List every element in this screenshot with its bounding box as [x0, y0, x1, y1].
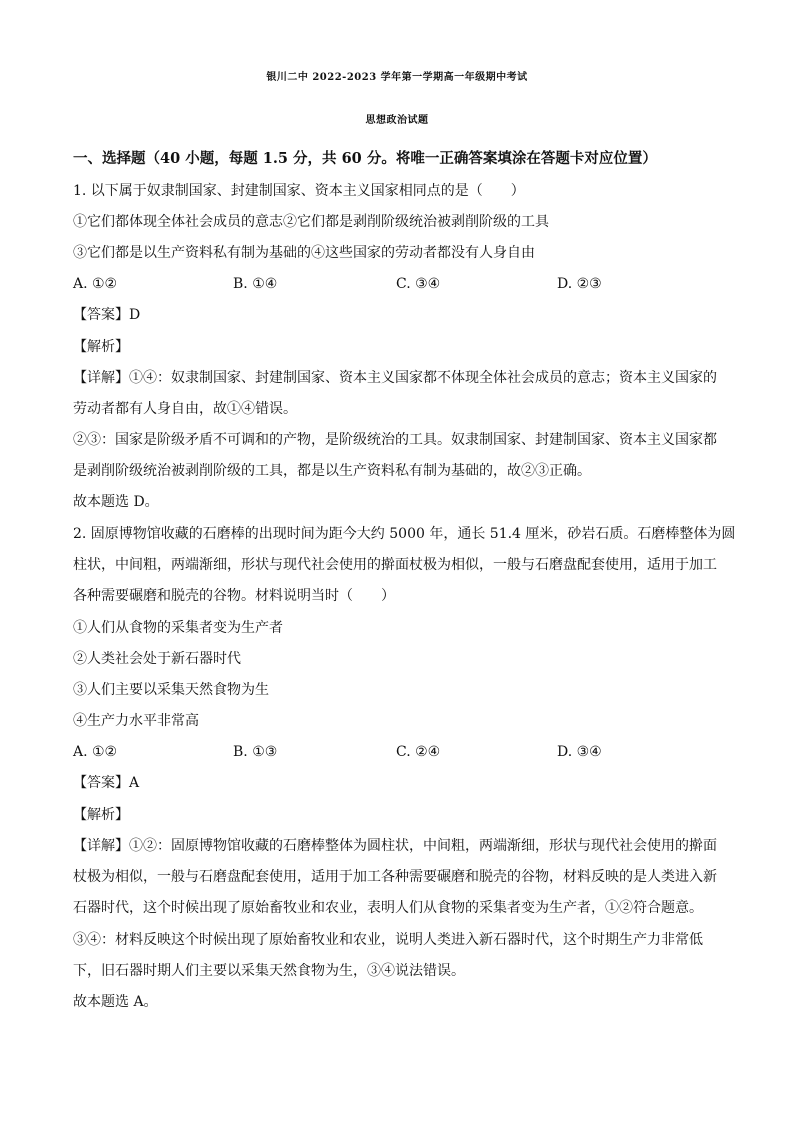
- q1-detail-line: 是剥削阶级统治被剥削阶级的工具，都是以生产资料私有制为基础的，故②③正确。: [73, 463, 591, 479]
- q2-answer: 【答案】A: [73, 775, 140, 791]
- q1-stem: 1. 以下属于奴隶制国家、封建制国家、资本主义国家相同点的是（ ）: [73, 183, 525, 199]
- q2-detail-line: 【详解】①②：固原博物馆收藏的石磨棒整体为圆柱状，中间粗，两端渐细，形状与现代社会使用的擀面: [73, 838, 717, 854]
- q1-answer: 【答案】D: [73, 307, 141, 323]
- q2-option-d: D. ③④: [557, 744, 602, 760]
- q2-option-a: A. ①②: [73, 744, 118, 760]
- q2-statement: ③人们主要以采集天然食物为生: [73, 682, 269, 698]
- exam-title: 银川二中 2022-2023 学年第一学期高一年级期中考试: [266, 72, 528, 83]
- q1-statement-line: ①它们都体现全体社会成员的意志②它们都是剥削阶级统治被剥削阶级的工具: [73, 214, 549, 230]
- q2-stem-line: 各种需要碾磨和脱壳的谷物。材料说明当时（ ）: [73, 588, 395, 604]
- q2-statement: ①人们从食物的采集者变为生产者: [73, 620, 283, 636]
- q2-detail-line: 杖极为相似，一般与石磨盘配套使用，适用于加工各种需要碾磨和脱壳的谷物，材料反映的是人类进入新: [73, 869, 717, 885]
- q2-analysis-label: 【解析】: [73, 807, 129, 823]
- q1-option-d: D. ②③: [557, 276, 602, 292]
- q2-detail-line: 石器时代，这个时候出现了原始畜牧业和农业，表明人们从食物的采集者变为生产者，①②符合题意。: [73, 900, 703, 916]
- q1-analysis-label: 【解析】: [73, 339, 129, 355]
- q2-stem-line: 柱状，中间粗，两端渐细，形状与现代社会使用的擀面杖极为相似，一般与石磨盘配套使用，适用于加工: [73, 557, 717, 573]
- q1-statement-line: ③它们都是以生产资料私有制为基础的④这些国家的劳动者都没有人身自由: [73, 245, 535, 261]
- q2-option-c: C. ②④: [396, 744, 441, 760]
- q2-stem-line: 2. 固原博物馆收藏的石磨棒的出现时间为距今大约 5000 年，通长 51.4 厘米，砂岩石质。石磨棒整体为圆: [73, 526, 736, 542]
- section-heading: 一、选择题（40 小题，每题 1.5 分，共 60 分。将唯一正确答案填涂在答题卡对应位置）: [73, 150, 657, 167]
- q2-conclusion: 故本题选 A。: [73, 994, 158, 1010]
- q1-option-b: B. ①④: [233, 276, 278, 292]
- q2-detail-line: 下，旧石器时期人们主要以采集天然食物为生，③④说法错误。: [73, 963, 465, 979]
- q2-option-b: B. ①③: [233, 744, 278, 760]
- q1-option-c: C. ③④: [396, 276, 441, 292]
- subject-title: 思想政治试题: [365, 115, 429, 126]
- q1-detail-line: ②③：国家是阶级矛盾不可调和的产物，是阶级统治的工具。奴隶制国家、封建制国家、资本主义国家都: [73, 432, 717, 448]
- q1-option-a: A. ①②: [73, 276, 118, 292]
- q1-conclusion: 故本题选 D。: [73, 494, 159, 510]
- q2-statement: ②人类社会处于新石器时代: [73, 651, 241, 667]
- q2-statement: ④生产力水平非常高: [73, 713, 199, 729]
- q1-detail-line: 【详解】①④：奴隶制国家、封建制国家、资本主义国家都不体现全体社会成员的意志；资本主义国家的: [73, 370, 717, 386]
- q2-detail-line: ③④：材料反映这个时候出现了原始畜牧业和农业，说明人类进入新石器时代，这个时期生产力非常低: [73, 932, 703, 948]
- q1-detail-line: 劳动者都有人身自由，故①④错误。: [73, 401, 297, 417]
